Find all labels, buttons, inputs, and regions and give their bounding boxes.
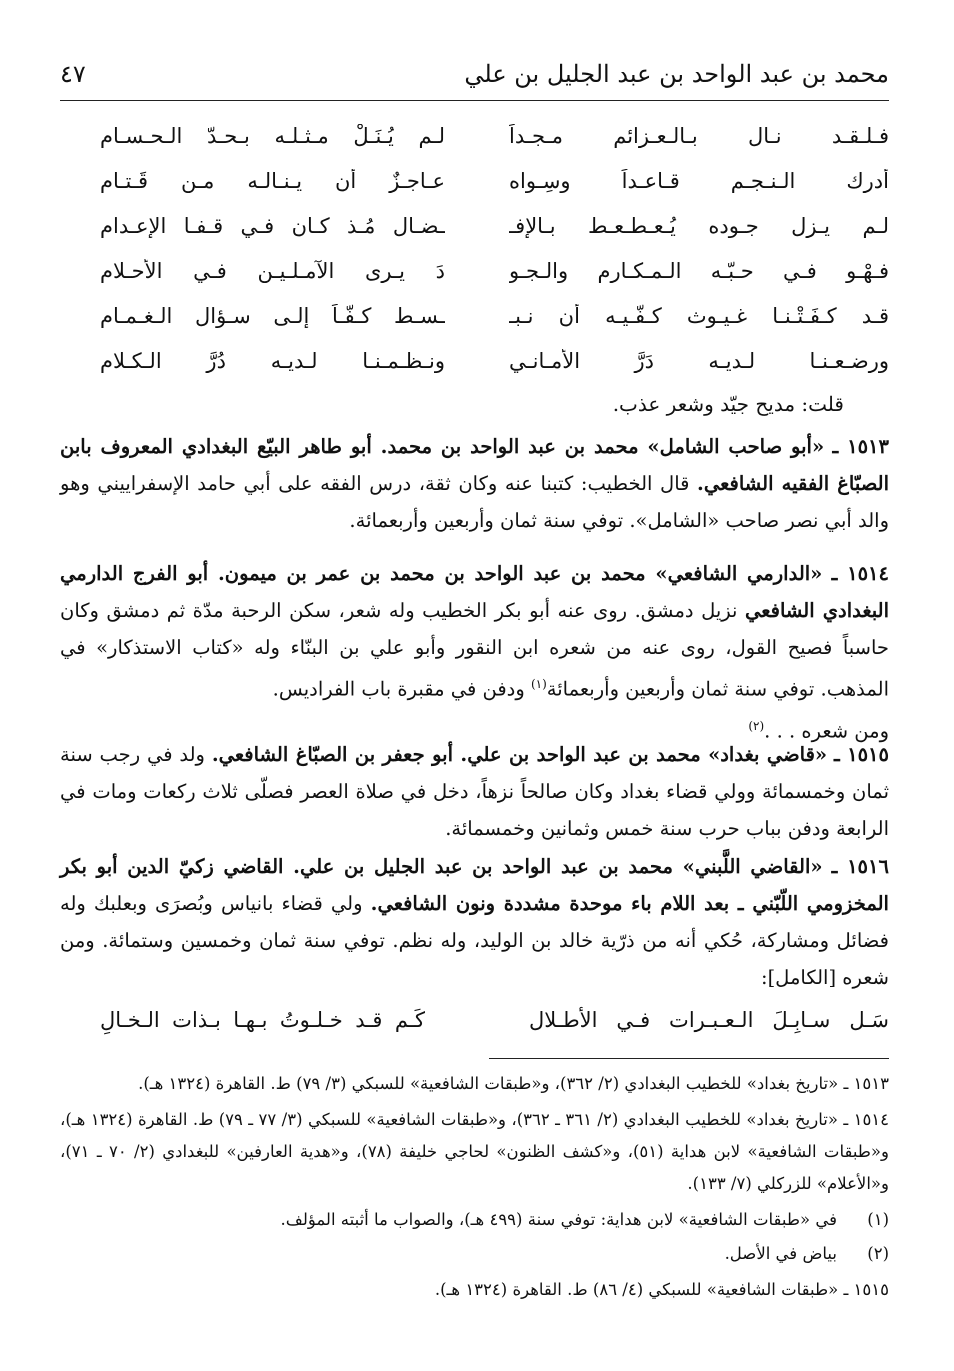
first-hemistich: قـد كـفَـتْـنـا غـيـوث كـفّـيـه أن نـبـ (509, 304, 889, 328)
entry-heading: «الدارمي الشافعي» محمد بن عبد الواحد بن محمد بن عمر بن ميمون. أبو الفرج الدارمي البغدادي الشافعي (60, 562, 890, 622)
first-hemistich: سَـل سـابِـلَ الـعـبـرات فـي الأطـلال (529, 1008, 889, 1032)
entry-body: ولد في رجب سنة ثمان وخمسمائة وولي قضاء بغداد وكان صالحاً نزهاً، دخل في صلاة العصر فصلّى ثلاث ركعات ومات في الرابعة ودفن بباب حرب سنة خمس وثمانين وخمسمائة. (60, 743, 889, 840)
poem-line (60, 118, 889, 166)
author-comment: قلت: مديح جيّد وشعر عذب. (612, 392, 844, 416)
second-hemistich: لـم يُـنَـلْ مـثـلـه بـحـدّ الـحـسـامِ (100, 124, 445, 148)
entry-number: ١٥١٣ ـ (832, 435, 889, 458)
footnote-text: في «طبقات الشافعية» لابن هداية: توفي سنة (٤٩٩ هـ)، والصواب ما أثبته المؤلف. (280, 1210, 837, 1229)
footnote-number: (٢) (867, 1244, 889, 1263)
footnote-1 (60, 1204, 889, 1236)
entry-1516 (60, 848, 889, 996)
entry-number: ١٥١٥ ـ (833, 743, 889, 766)
footnote-1514: ١٥١٤ ـ «تاريخ بغداد» للخطيب البغدادي (٢/ ٣٦١ ـ ٣٦٢)، و«طبقات الشافعية» للسبكي (٣/ ٧٧ ـ ٧٩) ط. القاهرة (١٣٢٤ هـ)، و«طبقات الشافعية» لابن هداية (٥١)، و«كشف الظنون» لحاجي خليفة (٧٨)، و«هدية العارفين» للبغدادي (٢/ ٧٠ ـ ٧١)، و«الأعلام» للزركلي (٧/ ١٣٣). (60, 1110, 890, 1193)
entry-number: ١٥١٤ ـ (831, 562, 889, 585)
poem-line (60, 343, 889, 391)
entry-body: قال الخطيب: كتبنا عنه وكان ثقة، درس الفقه على أبي حامد الإسفراييني وهو والد أبي نصر صاحب «الشامل». توفي سنة ثمان وأربعين وأربعمائة. (60, 472, 889, 532)
entry-number: ١٥١٦ ـ (831, 855, 889, 878)
poem-line (60, 1008, 889, 1048)
entry-heading: «القاضي اللَّبني» محمد بن عبد الواحد بن عبد الجليل بن علي. القاضي زكيّ الدين أبو بكر المخزومي اللّبّني ـ بعد اللام باء موحدة مشددة ونون الشافعي. (60, 855, 889, 915)
poem-line (60, 208, 889, 256)
second-hemistich: ـضـال مُـذ كـان فـي قـفـا الإعـدامِ (100, 214, 445, 238)
second-hemistich: ونـظـمـنـا لـديـه دُرَّ الـكـلامِ (100, 349, 445, 373)
footnote-2 (60, 1238, 889, 1270)
poem-line (60, 298, 889, 346)
entry-heading: «أبو صاحب الشامل» محمد بن عبد الواحد بن محمد. أبو طاهر البيّع البغدادي المعروف بابن الصبّاغ الفقيه الشافعي. (60, 435, 890, 495)
first-hemistich: أدرك الـنـجـم قـاعـداً وسِـواه (509, 169, 889, 193)
first-hemistich: لـم يـزل جـوده يُـعـطـعـط بـالإفـ (509, 214, 889, 238)
footnote-1515: ١٥١٥ ـ «طبقات الشافعية» للسبكي (٤/ ٨٦) ط. القاهرة (١٣٢٤ هـ). (434, 1280, 889, 1299)
first-hemistich: ورضـعـنـا لـديـه دَرَّ الأمـانـي (509, 349, 889, 373)
poem-line (60, 253, 889, 301)
entry-heading: «قاضي بغداد» محمد بن عبد الواحد بن علي. أبو جعفر بن الصبّاغ الشافعي. (211, 743, 828, 766)
second-hemistich: دَ يـرى الآمـلـيـن فـي الأحـلامِ (100, 259, 445, 283)
footnote-separator (489, 1058, 889, 1059)
header-rule (60, 100, 889, 101)
entry-1515 (60, 736, 889, 847)
header-title: محمد بن عبد الواحد بن عبد الجليل بن علي (464, 60, 889, 88)
entry-1513 (60, 428, 889, 539)
first-hemistich: فـلـقـد نـال بـالـعـزائم مـجـداً (509, 124, 889, 148)
second-hemistich: ـسـط كـفّـاً إلـى سـؤال الـغـمـامِ (100, 304, 445, 328)
entry-1514 (60, 555, 889, 749)
entry-body-cont: ودفن في مقبرة باب الفراديس. (272, 677, 525, 701)
entry-body: نزيل دمشق. روى عنه أبو بكر الخطيب وله شعر، سكن الرحبة مدّة ثم دمشق وكان حاسباً فصيح القول، روى عنه من شعره ابن النقور وأبو علي بن البنّاء وله «كتاب الاستذكار» في المذهب. توفي سنة ثمان وأربعين وأربعمائة (60, 599, 889, 701)
footnote-ref[interactable]: (٢) (748, 718, 765, 733)
second-hemistich: كَـم قـد خـلـوتُ بـهـا بـذات الـخـالِ (100, 1008, 425, 1032)
footnote-1513: ١٥١٣ ـ «تاريخ بغداد» للخطيب البغدادي (٢/ ٣٦٢)، و«طبقات الشافعية» للسبكي (٣/ ٧٩) ط. القاهرة (١٣٢٤ هـ). (138, 1074, 889, 1093)
poem-line (60, 163, 889, 211)
footnote-number: (١) (867, 1210, 889, 1229)
entry-body: ولي قضاء بانياس وبُصرَى وبعلبك وله فضائل ومشاركة، حُكي أنه من ذرّية خالد بن الوليد، وله نظم. توفي سنة ثمان وخمسين وستمائة. ومن شعره [الكامل]: (60, 892, 889, 989)
footnote-ref[interactable]: (١) (530, 677, 547, 691)
second-hemistich: عـاجـزٌ أن يـنـالـه مـن قَـتـامِ (100, 169, 445, 193)
running-header (60, 58, 889, 100)
entry-poem-intro: ومن شعره . . . (764, 719, 889, 742)
first-hemistich: فـهْـو فـي حـبّـه الـمـكـارم والـجـو (509, 259, 889, 283)
footnote-text: بياض في الأصل. (724, 1244, 837, 1263)
page-number: ٤٧ (60, 60, 86, 88)
